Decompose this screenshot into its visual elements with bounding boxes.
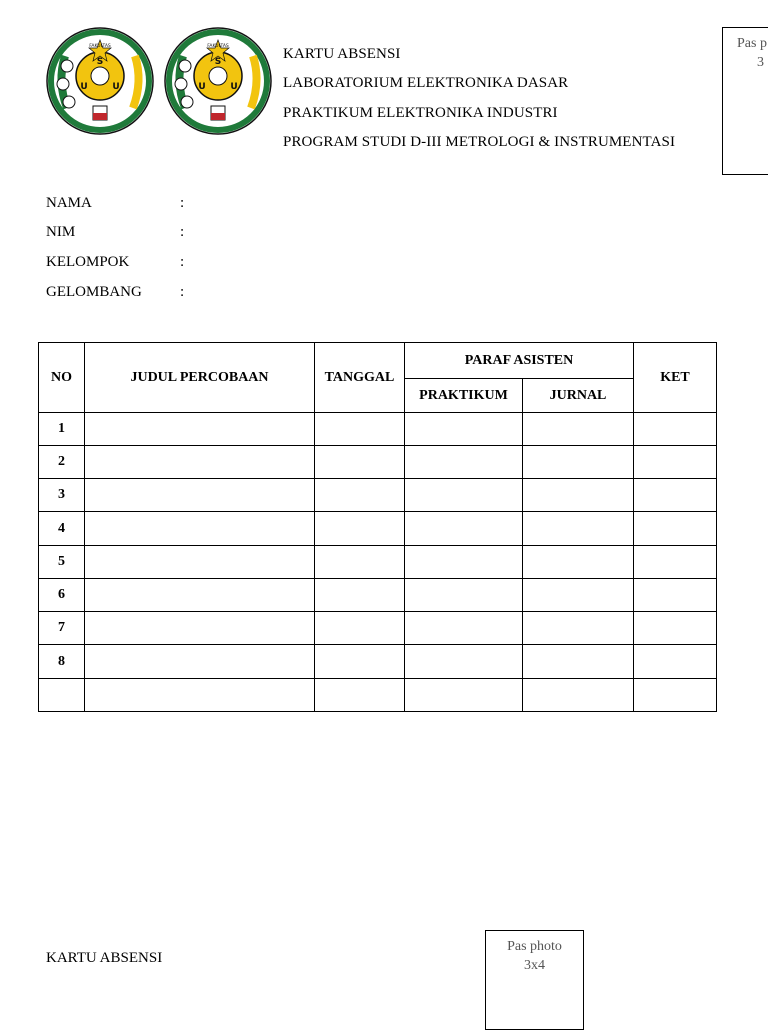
seal-emblem-icon: [163, 26, 273, 136]
cell-jurnal: [523, 479, 634, 512]
field-label-nim: NIM: [46, 224, 76, 240]
header-no: NO: [39, 343, 85, 413]
university-seal-left: [45, 26, 155, 136]
header-praktikum: PRAKTIKUM: [405, 379, 523, 413]
photo-label-line1: Pas p: [737, 36, 767, 51]
cell-ket: [634, 679, 717, 712]
row-number: 5: [39, 546, 85, 579]
header-judul-percobaan: JUDUL PERCOBAAN: [85, 343, 315, 413]
footer-card-title: KARTU ABSENSI: [46, 950, 163, 966]
table-row: [39, 679, 717, 712]
cell-ket: [634, 512, 717, 546]
cell-tanggal: [315, 546, 405, 579]
photo-label-line2: 3: [757, 55, 764, 70]
cell-praktikum: [405, 413, 523, 446]
header-line-lab: LABORATORIUM ELEKTRONIKA DASAR: [283, 75, 569, 91]
cell-ket: [634, 413, 717, 446]
cell-tanggal: [315, 446, 405, 479]
cell-ket: [634, 546, 717, 579]
photo-label-line1: Pas photo: [507, 939, 562, 954]
row-number: 2: [39, 446, 85, 479]
row-number: 7: [39, 612, 85, 645]
table-row: [39, 546, 717, 579]
table-row: [39, 579, 717, 612]
cell-ket: [634, 612, 717, 645]
header-jurnal: JURNAL: [523, 379, 634, 413]
row-number: 1: [39, 413, 85, 446]
cell-judul: [85, 612, 315, 645]
cell-ket: [634, 479, 717, 512]
cell-judul: [85, 446, 315, 479]
cell-judul: [85, 479, 315, 512]
cell-ket: [634, 579, 717, 612]
cell-judul: [85, 679, 315, 712]
row-number: 8: [39, 645, 85, 679]
svg-text:U: U: [112, 82, 120, 92]
field-label-nama: NAMA: [46, 195, 92, 211]
cell-praktikum: [405, 612, 523, 645]
cell-tanggal: [315, 645, 405, 679]
header-line-practicum: PRAKTIKUM ELEKTRONIKA INDUSTRI: [283, 105, 558, 121]
field-colon: :: [180, 284, 185, 300]
cell-jurnal: [523, 413, 634, 446]
cell-praktikum: [405, 512, 523, 546]
cell-jurnal: [523, 645, 634, 679]
svg-text:FAKULTAS: FAKULTAS: [89, 44, 111, 49]
header-tanggal: TANGGAL: [315, 343, 405, 413]
photo-label-line2: 3x4: [524, 958, 545, 973]
cell-praktikum: [405, 645, 523, 679]
field-label-kelompok: KELOMPOK: [46, 254, 130, 270]
cell-tanggal: [315, 512, 405, 546]
cell-jurnal: [523, 512, 634, 546]
cell-tanggal: [315, 413, 405, 446]
cell-jurnal: [523, 446, 634, 479]
row-number: 4: [39, 512, 85, 546]
cell-praktikum: [405, 446, 523, 479]
header-paraf-asisten: PARAF ASISTEN: [405, 343, 634, 379]
header-line-title: KARTU ABSENSI: [283, 46, 401, 62]
svg-text:U: U: [198, 82, 206, 92]
cell-jurnal: [523, 612, 634, 645]
svg-text:FAKULTAS: FAKULTAS: [207, 44, 229, 49]
field-colon: :: [180, 254, 185, 270]
attendance-table: [38, 342, 717, 712]
photo-placeholder-top: [722, 27, 768, 175]
photo-placeholder-bottom: [485, 930, 584, 1030]
cell-praktikum: [405, 679, 523, 712]
cell-praktikum: [405, 479, 523, 512]
row-number: 6: [39, 579, 85, 612]
field-label-gelombang: GELOMBANG: [46, 284, 142, 300]
cell-ket: [634, 645, 717, 679]
table-row: [39, 413, 717, 446]
table-row: [39, 479, 717, 512]
row-number: [39, 679, 85, 712]
cell-judul: [85, 645, 315, 679]
cell-judul: [85, 546, 315, 579]
svg-text:U: U: [230, 82, 238, 92]
cell-judul: [85, 413, 315, 446]
table-row: [39, 612, 717, 645]
seal-letter: S: [96, 57, 104, 67]
header-line-program: PROGRAM STUDI D-III METROLOGI & INSTRUMENTASI: [283, 134, 676, 150]
table-row: [39, 645, 717, 679]
cell-tanggal: [315, 579, 405, 612]
field-colon: :: [180, 195, 185, 211]
cell-praktikum: [405, 546, 523, 579]
cell-jurnal: [523, 546, 634, 579]
cell-praktikum: [405, 579, 523, 612]
cell-judul: [85, 512, 315, 546]
seal-emblem-icon: [45, 26, 155, 136]
cell-jurnal: [523, 679, 634, 712]
field-colon: :: [180, 224, 185, 240]
header-ket: KET: [634, 343, 717, 413]
svg-text:S: S: [214, 57, 222, 67]
cell-tanggal: [315, 612, 405, 645]
cell-tanggal: [315, 479, 405, 512]
cell-ket: [634, 446, 717, 479]
table-row: [39, 446, 717, 479]
row-number: 3: [39, 479, 85, 512]
table-row: [39, 512, 717, 546]
cell-jurnal: [523, 579, 634, 612]
cell-judul: [85, 579, 315, 612]
cell-tanggal: [315, 679, 405, 712]
svg-text:U: U: [80, 82, 88, 92]
university-seal-right: [163, 26, 273, 136]
